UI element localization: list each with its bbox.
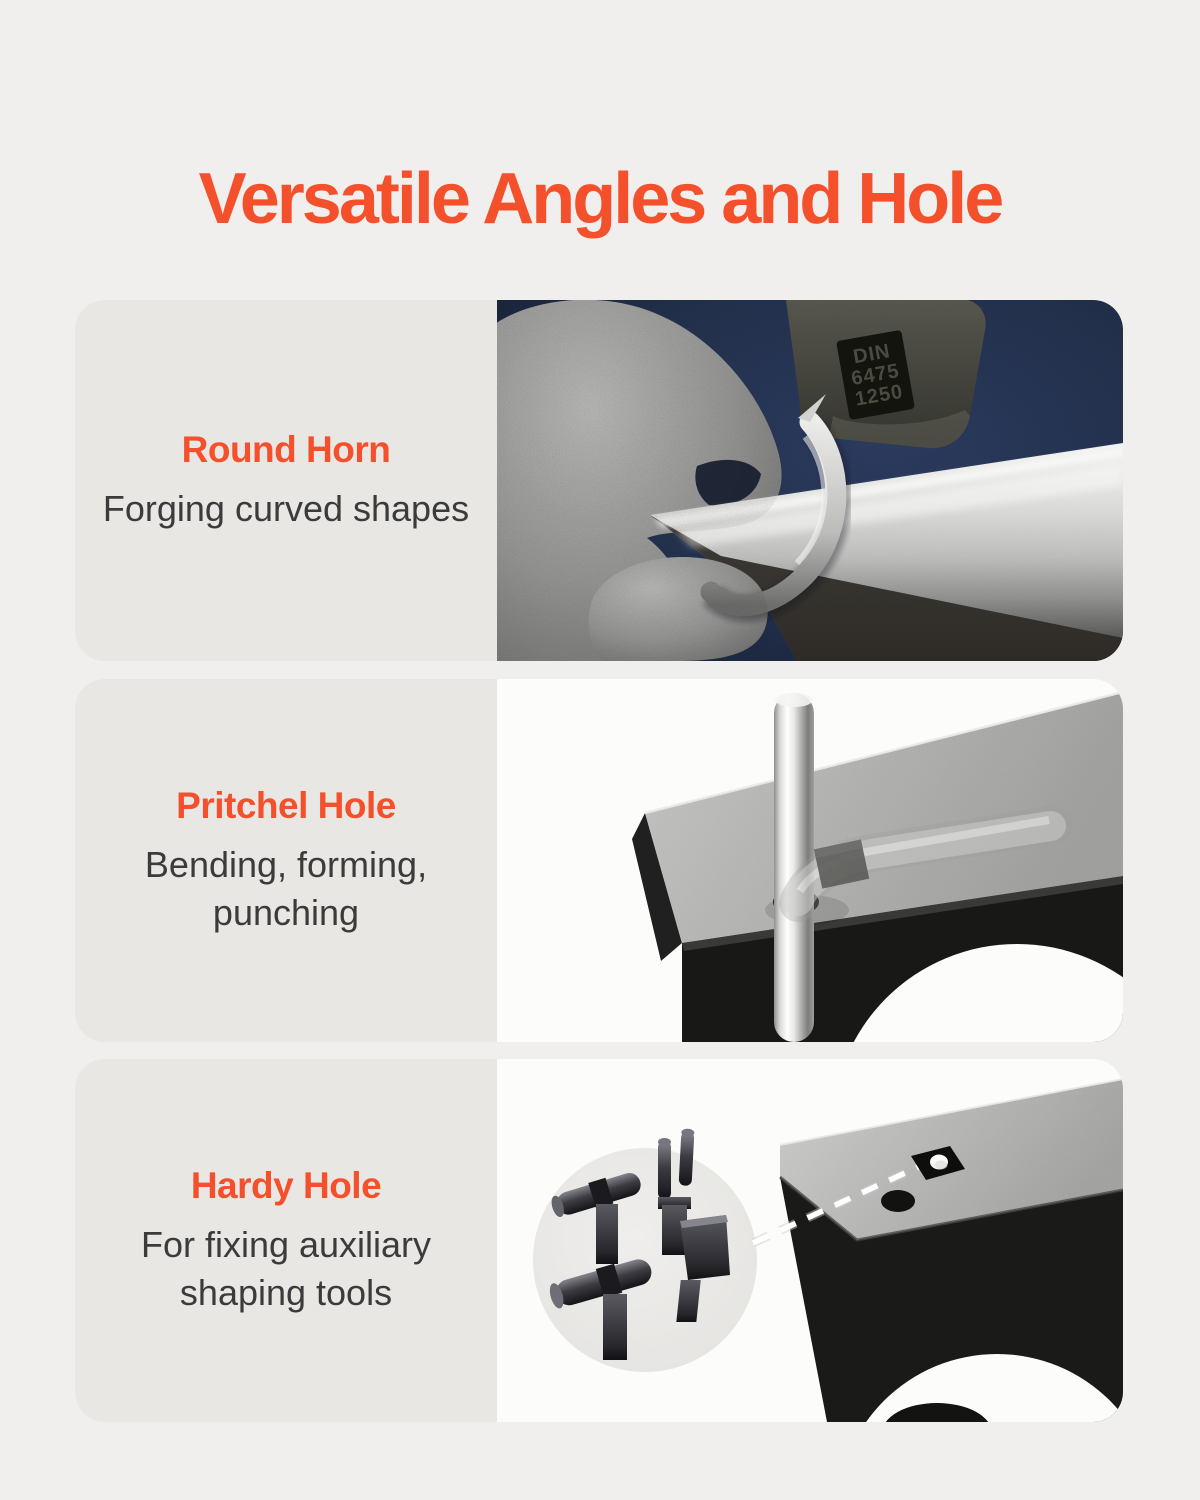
card-description: [103, 485, 469, 533]
description-line: Forging curved shapes: [102, 487, 470, 529]
card-text-hardy-hole: [75, 1059, 497, 1422]
hammer-stamp-text: 6475: [849, 359, 902, 390]
description-line: shaping tools: [179, 1271, 393, 1313]
feature-card-hardy-hole: [75, 1059, 1123, 1422]
round-horn-illustration: [497, 300, 1123, 661]
card-text-round-horn: [75, 300, 497, 661]
page-title: Versatile Angles and Hole: [198, 159, 1002, 239]
card-text-pritchel-hole: [75, 679, 497, 1042]
card-heading: Pritchel Hole: [176, 784, 396, 826]
card-heading: Hardy Hole: [190, 1164, 382, 1206]
pritchel-hole-render: [497, 679, 1123, 1042]
description-line: punching: [212, 891, 360, 933]
round-horn-photo: [497, 300, 1123, 661]
feature-card-pritchel-hole: [75, 679, 1123, 1042]
card-description: [141, 1221, 431, 1317]
hammer-stamp-text: 1250: [853, 380, 905, 411]
hardy-hole-render: [497, 1059, 1123, 1422]
hardy-hole-illustration: [497, 1059, 1123, 1422]
card-heading: Round Horn: [181, 428, 391, 470]
card-description: [145, 841, 427, 937]
pritchel-hole-illustration: [497, 679, 1123, 1042]
description-line: For fixing auxiliary: [140, 1223, 432, 1265]
round-hole-shape: [881, 1190, 915, 1212]
feature-card-round-horn: [75, 300, 1123, 661]
hammer-stamp-text: DIN: [851, 340, 893, 369]
description-line: Bending, forming,: [144, 843, 428, 885]
photo-grain-overlay: [497, 300, 1123, 661]
